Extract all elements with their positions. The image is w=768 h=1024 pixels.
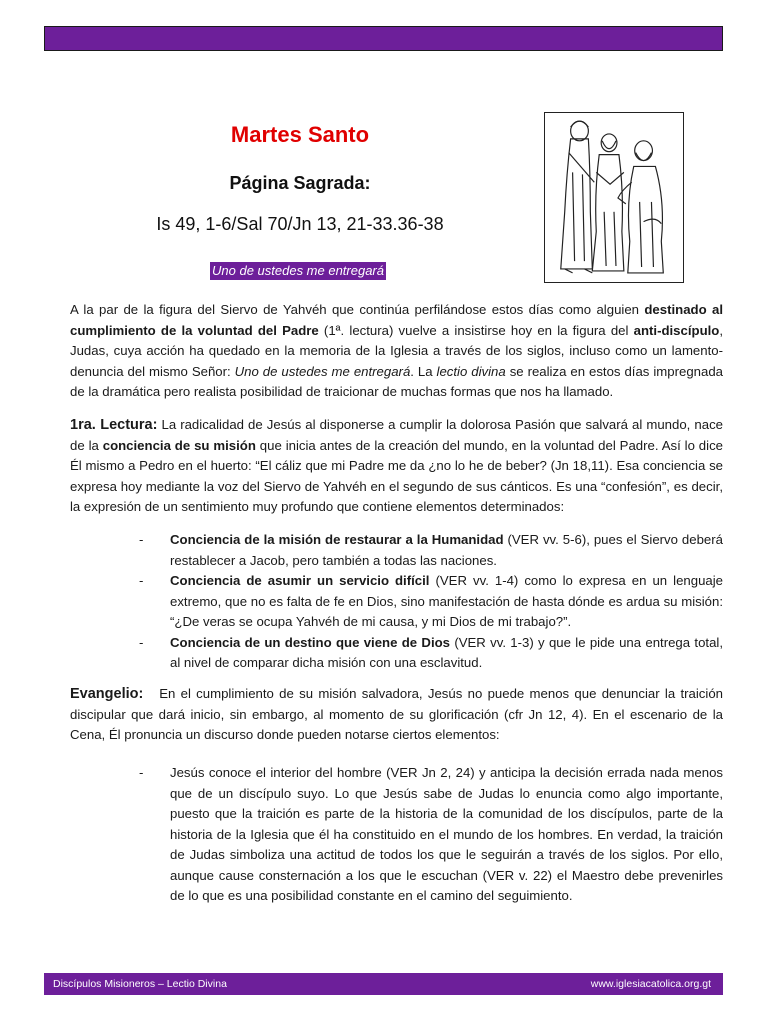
lectura-bold: conciencia de su misión	[102, 437, 256, 453]
evangelio-list	[137, 763, 723, 907]
intro-italic-2: lectio divina	[436, 363, 506, 379]
list-item: - Jesús conoce el interior del hombre (VER Jn 2, 24) y anticipa la decisión errada nada menos que de un discípulo suyo. Lo que Jesús sabe de Judas lo enuncia como algo importante, puesto que la traición es parte de la historia de la comunidad de los discípulos, parte de la historia de la Iglesia que él ha constituido en el mundo de los hombres. En verdad, la traición de Judas simboliza una actitud de todos los que le seguirán a través de los siglos. Por ello, aunque cause consternación a los que le escuchan (VER v. 22) el Maestro debe prevenirles de lo que es una posibilidad constante en el camino del seguimiento.	[137, 763, 723, 907]
intro-bold-2: anti-discípulo	[633, 322, 720, 338]
footer-website-link[interactable]: www.iglesiacatolica.org.gt	[590, 978, 711, 990]
disciples-drawing-icon	[544, 112, 684, 283]
list-item: - Conciencia de un destino que viene de Dios (VER vv. 1-3) y que le pide una entrega total, al nivel de comparar dicha misión con una esclavitud.	[137, 633, 723, 674]
intro-bold-1: destinado al cumplimiento de la voluntad del Padre	[70, 302, 723, 338]
footer-left-text: Discípulos Misioneros – Lectio Divina	[53, 978, 227, 990]
evangelio-paragraph: Evangelio: En el cumplimiento de su misión salvadora, Jesús no puede menos que denunciar la traición discipular que dará inicio, sin embargo, al momento de su glorificación (cfr Jn 12, 4). En el escenario de la Cena, Él pronuncia un discurso donde pueden notarse ciertos elementos:	[70, 686, 727, 742]
lectura-heading: 1ra. Lectura:	[70, 417, 158, 433]
lectura-list	[137, 530, 723, 674]
list-item: - Conciencia de la misión de restaurar a la Humanidad (VER vv. 5-6), pues el Siervo deberá restablecer a Jacob, pero también a todas las naciones.	[137, 530, 723, 571]
evangelio-heading: Evangelio:	[70, 686, 144, 702]
tagline-highlight: Uno de ustedes me entregará	[212, 263, 384, 278]
intro-italic-1: Uno de ustedes me entregará	[234, 363, 411, 379]
intro-paragraph: A la par de la figura del Siervo de Yahvéh que continúa perfilándose estos días como alguien destinado al cumplimiento de la voluntad del Padre (1ª. lectura) vuelve a insistirse hoy en la figura del anti-discípulo, Judas, cuya acción ha quedado en la memoria de la Iglesia a través de los siglos, incluso como un lamento-denuncia del mismo Señor: Uno de ustedes me entregará. La lectio divina se realiza en estos días impregnada de la dramática pero realista posibilidad de traicionar de muchas formas que nos ha llamado.	[70, 302, 724, 399]
top-purple-bar	[44, 26, 723, 51]
scripture-references: Is 49, 1-6/Sal 70/Jn 13, 21-33.36-38	[156, 214, 444, 234]
list-item: - Conciencia de asumir un servicio difícil (VER vv. 1-4) como lo expresa en un lenguaje extremo, que no es falta de fe en Dios, sino manifestación de hasta dónde es ardua su misión: “¿De veras se ocupa Yahvéh de mi causa, y mi Dios de mi trabajo?”.	[137, 571, 723, 633]
page-title: Martes Santo	[230, 122, 370, 147]
lectura-paragraph: 1ra. Lectura: La radicalidad de Jesús al disponerse a cumplir la dolorosa Pasión que salvará al mundo, nace de la conciencia de su misión que inicia antes de la creación del mundo, en la voluntad del Padre. Así lo dice Él mismo a Pedro en el huerto: “El cáliz que mi Padre me da ¿no lo he de beber? (Jn 18,11). Esa conciencia se expresa hoy mediante la voz del Siervo de Yahvéh en el segundo de sus cánticos. Es una “confesión”, es decir, la expresión de un sentimiento muy profundo que contiene elementos determinados:	[70, 417, 724, 514]
footer-bar	[44, 973, 723, 995]
page-subtitle: Página Sagrada:	[229, 173, 371, 193]
